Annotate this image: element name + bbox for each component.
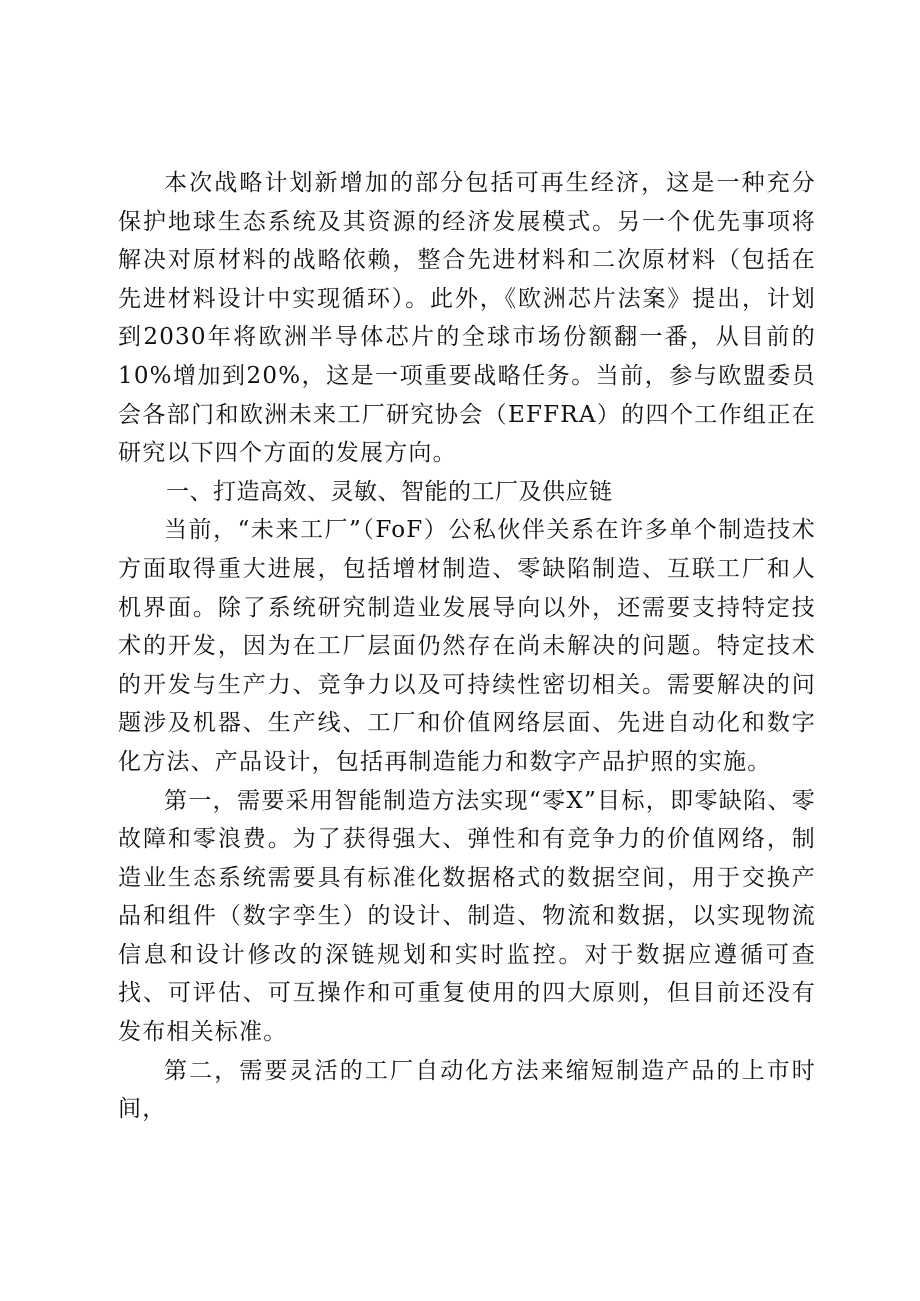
body-paragraph-second: 第二，需要灵活的工厂自动化方法来缩短制造产品的上市时间， (118, 1057, 816, 1123)
body-paragraph-first: 第一，需要采用智能制造方法实现“零X”目标，即零缺陷、零故障和零浪费。为了获得强大、弹性和有竞争力的价值网络，制造业生态系统需要具有标准化数据格式的数据空间，用于交换产品和组件（数字孪生）的设计、制造、物流和数据，以实现物流信息和设计修改的深链规划和实时监控。对于数据应遵循可查找、可评估、可互操作和可重复使用的四大原则，但目前还没有发布相关标准。 (118, 787, 816, 1046)
section-heading: 一、打造高效、灵敏、智能的工厂及供应链 (166, 478, 613, 505)
intro-paragraph: 本次战略计划新增加的部分包括可再生经济，这是一种充分保护地球生态系统及其资源的经济发展模式。另一个优先事项将解决对原材料的战略依赖，整合先进材料和二次原材料（包括在先进材料设计中实现循环）。此外，《欧洲芯片法案》提出，计划到2030年将欧洲半导体芯片的全球市场份额翻一番，从目前的10%增加到20%，这是一项重要战略任务。当前，参与欧盟委员会各部门和欧洲未来工厂研究协会（EFFRA）的四个工作组正在研究以下四个方面的发展方向。 (118, 170, 816, 467)
body-paragraph-fof: 当前，“未来工厂”（FoF）公私伙伴关系在许多单个制造技术方面取得重大进展，包括增材制造、零缺陷制造、互联工厂和人机界面。除了系统研究制造业发展导向以外，还需要支持特定技术的开发，因为在工厂层面仍然存在尚未解决的问题。特定技术的开发与生产力、竞争力以及可持续性密切相关。需要解决的问题涉及机器、生产线、工厂和价值网络层面、先进自动化和数字化方法、产品设计，包括再制造能力和数字产品护照的实施。 (118, 517, 816, 775)
